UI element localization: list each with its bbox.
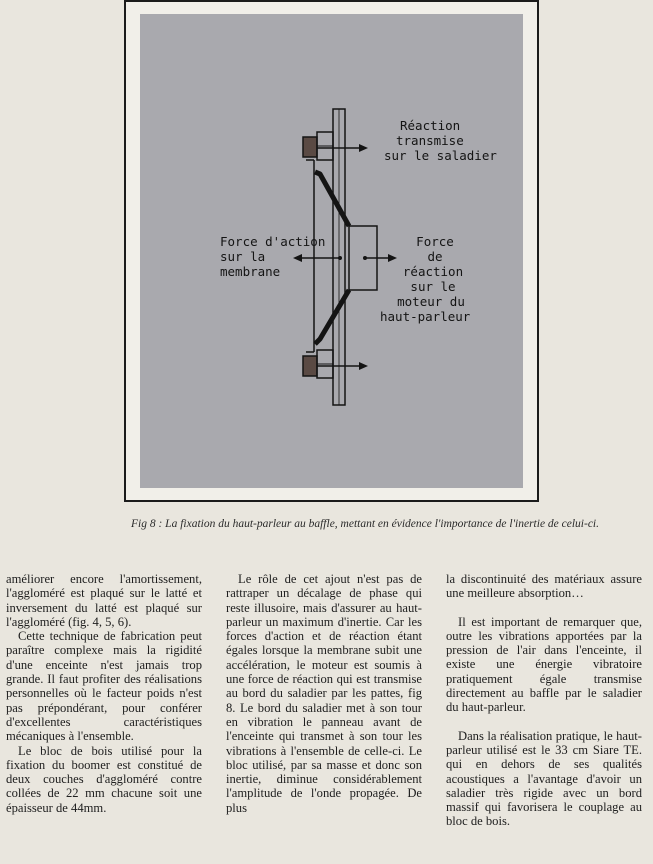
label-line: sur la bbox=[220, 249, 266, 264]
paragraph: Le bloc de bois utilisé pour la fixation du boomer est constitué de deux couches d'aggloméré contre collées de 22 mm chacune soit une épaisseur de 44mm. bbox=[6, 743, 202, 815]
label-reaction-top bbox=[384, 118, 497, 163]
paragraph: Il est important de remarquer que, outre les vibrations apportées par la pression de l'air dans l'enceinte, il existe une énergie vibratoire pratiquement égale transmise directement au baffle par le saladier du haut-parleur. bbox=[446, 614, 642, 715]
text-column-3 bbox=[446, 572, 642, 829]
label-line: membrane bbox=[220, 264, 281, 279]
top-mount-block bbox=[303, 137, 317, 157]
paragraph: la discontinuité des matériaux assure une meilleure absorption… bbox=[446, 572, 642, 601]
label-line: haut-parleur bbox=[380, 309, 471, 324]
figure-8-diagram bbox=[140, 14, 523, 488]
paragraph: améliorer encore l'amortissement, l'aggloméré est plaqué sur le latté et inversement du latté est plaqué sur l'aggloméré (fig. 4, 5, 6). bbox=[6, 572, 202, 629]
figure-caption: Fig 8 : La fixation du haut-parleur au baffle, mettant en évidence l'importance de l'inertie de celui-ci. bbox=[131, 518, 600, 530]
label-line: Force bbox=[416, 234, 454, 249]
label-force-action bbox=[220, 234, 325, 279]
label-line: sur le saladier bbox=[384, 148, 497, 163]
text-column-2 bbox=[226, 572, 422, 815]
label-line: Force d'action bbox=[220, 234, 326, 249]
paragraph: Cette technique de fabrication peut paraître complexe mais la rigidité d'une enceinte n'est jamais trop grande. Il faut profiter des réalisations personnelles où le facteur poids n'est pas prépondérant, pour conférer d'excellentes caractéristiques mécaniques à l'ensemble. bbox=[6, 629, 202, 744]
label-line: sur le bbox=[410, 279, 456, 294]
text-column-1 bbox=[6, 572, 202, 815]
paragraph: Dans la réalisation pratique, le haut-parleur utilisé est le 33 cm Siare TE. qui en dehors de ses qualités acoustiques a l'avantage d'avoir un saladier très rigide avec un bord massif qui favorisera le couplage au bloc de bois. bbox=[446, 728, 642, 829]
label-line: moteur du bbox=[397, 294, 465, 309]
basket-leg-bottom bbox=[315, 290, 349, 344]
figure-frame bbox=[124, 0, 539, 502]
label-force-reaction bbox=[368, 234, 471, 324]
label-line: de bbox=[427, 249, 443, 264]
label-line: réaction bbox=[402, 264, 464, 279]
label-line: Réaction bbox=[400, 118, 461, 133]
paragraph: Le rôle de cet ajout n'est pas de rattraper un décalage de phase qui reste illusoire, mais d'assurer au haut-parleur un maximum d'inertie. Car les forces d'action et de réaction étant égales lorsque la membrane subit une accélération, le moteur est soumis à une force de réaction qui est transmise au bord du saladier par les pattes, fig 8. Le bord du saladier met à son tour en vibration le panneau avant de l'enceinte qui transmet à son tour les vibrations à l'ensemble de celle-ci. Le bloc utilisé, par sa masse et donc son inertie, diminue considérablement l'amplitude de l'onde propagée. De plus bbox=[226, 572, 422, 815]
bottom-mount-block bbox=[303, 356, 317, 376]
basket-leg-top bbox=[315, 172, 349, 226]
label-line: transmise bbox=[396, 133, 464, 148]
